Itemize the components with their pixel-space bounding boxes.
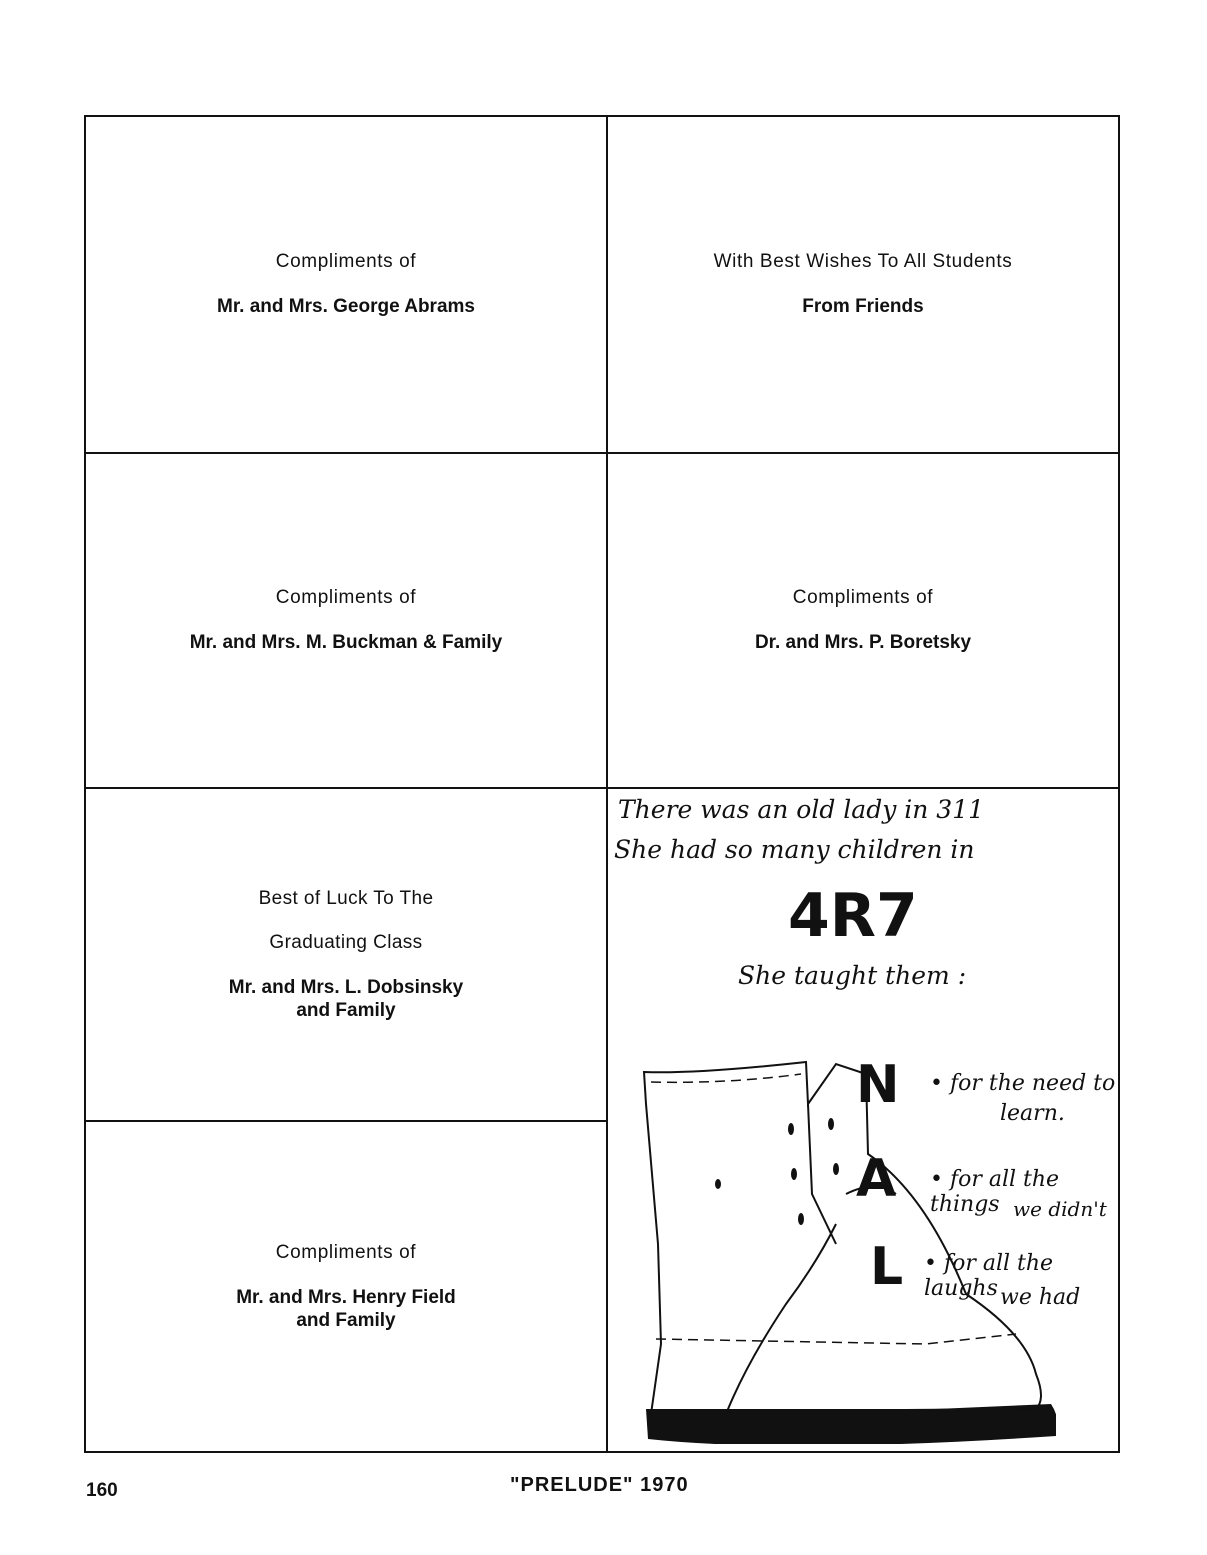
ad-line1: Best of Luck To The [258,887,434,909]
boot-outline [644,1062,1041,1414]
ad-name: Dr. and Mrs. P. Boretsky [754,632,972,653]
ad-dobsinsky [86,789,606,1120]
letter-l: L [870,1237,904,1297]
poem-line2: She had so many children in [614,835,975,864]
ad-boretsky [608,454,1118,787]
page-number: 160 [86,1480,118,1501]
l-text2: we had [1000,1285,1081,1310]
letter-a: A [856,1149,897,1209]
boot-eyelet [791,1168,797,1180]
ad-lead: Compliments of [275,1241,417,1263]
a-text2: we didn't [1013,1197,1107,1221]
poem-panel [608,789,1118,1451]
boot-top-stitching [651,1074,801,1082]
boot-eyelet [833,1163,839,1175]
ad-lead: Compliments of [792,587,934,608]
ad-grid [84,115,1120,1453]
ad-abrams [86,117,606,452]
boot-eyelet [828,1118,834,1130]
ad-line2: Graduating Class [269,931,423,953]
a-text1: • for all the things [930,1167,1060,1217]
boot-drawing [636,1044,1056,1444]
poem-line1: There was an old lady in 311 [618,795,985,824]
ad-lead: With Best Wishes To All Students [713,251,1013,272]
ad-name: Mr. and Mrs. L. Dobsinsky and Family [228,976,464,1021]
boot-eyelet [715,1179,721,1189]
ad-name: Mr. and Mrs. M. Buckman & Family [189,632,503,653]
boot-lace [726,1224,836,1414]
footer-title: "PRELUDE" 1970 [510,1474,689,1496]
class-label: 4R7 [788,881,918,951]
ad-name: Mr. and Mrs. Henry Field and Family [236,1286,456,1331]
poem-line3: She taught them : [738,961,967,990]
boot-stitching [656,1334,1016,1344]
ad-field [86,1122,606,1451]
ad-friends [608,117,1118,452]
ad-lead: Compliments of [275,587,417,608]
ad-lead: Compliments of [275,251,417,272]
n-text1: • for the need to [930,1071,1116,1096]
ad-name: Mr. and Mrs. George Abrams [217,296,475,317]
boot-eyelet [788,1123,794,1135]
ad-buckman [86,454,606,787]
l-text1: • for all the laughs [924,1251,1054,1301]
ad-name: From Friends [802,296,924,317]
boot-eyelet [798,1213,804,1225]
letter-n: N [856,1055,900,1115]
n-text2: learn. [1000,1101,1065,1126]
